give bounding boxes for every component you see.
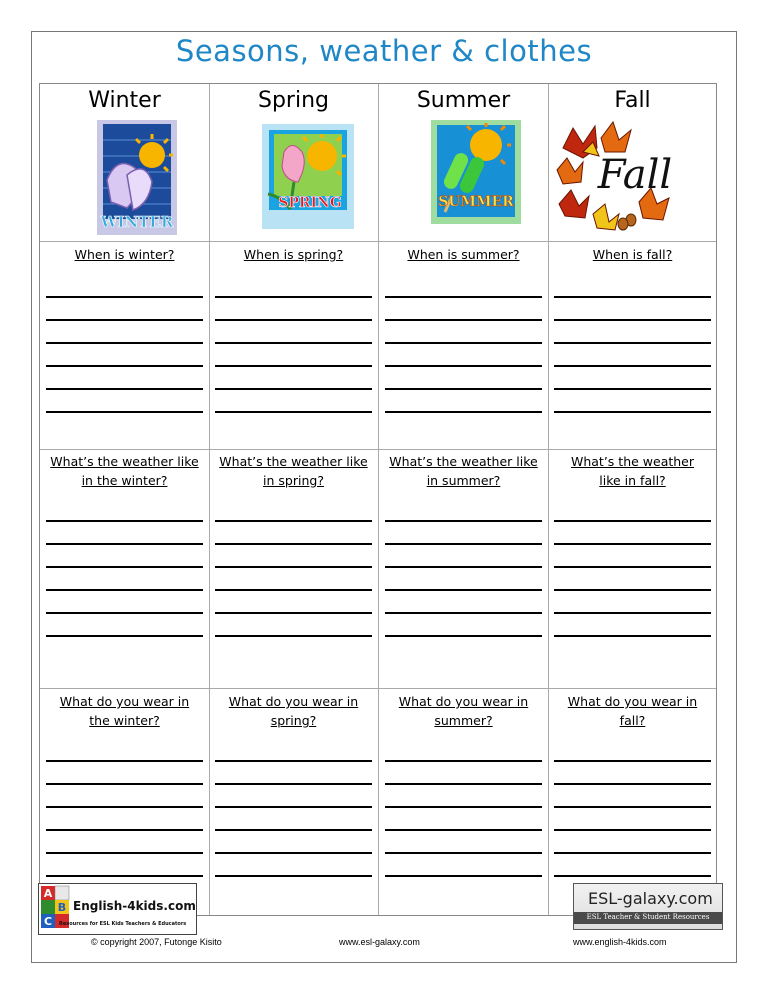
winter-picture	[97, 120, 177, 235]
answer-line[interactable]	[385, 566, 542, 568]
question-line: What do you wear in	[398, 694, 529, 709]
svg-text:SUMMER: SUMMER	[438, 194, 514, 210]
answer-line[interactable]	[215, 875, 372, 877]
question-line: in summer?	[426, 473, 501, 488]
logo-left-tagline: Resources for ESL Kids Teachers & Educators	[59, 921, 187, 927]
answer-line[interactable]	[554, 319, 711, 321]
answer-line[interactable]	[385, 388, 542, 390]
summer-picture	[431, 120, 521, 224]
answer-line[interactable]	[46, 543, 203, 545]
seasons-table	[39, 83, 717, 916]
answer-line[interactable]	[215, 566, 372, 568]
answer-line[interactable]	[46, 806, 203, 808]
answer-line[interactable]	[385, 411, 542, 413]
answer-line[interactable]	[215, 760, 372, 762]
answer-line[interactable]	[46, 852, 203, 854]
answer-line[interactable]	[554, 635, 711, 637]
esl-galaxy-logo[interactable]	[573, 883, 723, 930]
answer-line[interactable]	[385, 806, 542, 808]
answer-line[interactable]	[46, 520, 203, 522]
answer-line[interactable]	[46, 365, 203, 367]
answer-line[interactable]	[46, 612, 203, 614]
question-weather-summer	[379, 452, 548, 490]
answer-line[interactable]	[215, 342, 372, 344]
answer-line[interactable]	[46, 760, 203, 762]
spring-picture	[262, 124, 354, 229]
svg-text:SPRING: SPRING	[278, 195, 342, 211]
answer-line[interactable]	[215, 388, 372, 390]
question-line: What’s the weather like	[50, 454, 199, 469]
season-heading-winter: Winter	[88, 88, 161, 113]
question-line: What’s the weather	[570, 454, 695, 469]
fall-picture	[553, 118, 673, 234]
question-line: What’s the weather like	[389, 454, 538, 469]
svg-text:WINTER: WINTER	[100, 213, 174, 231]
answer-line[interactable]	[554, 589, 711, 591]
question-wear-winter	[40, 692, 209, 730]
answer-line[interactable]	[215, 829, 372, 831]
answer-line[interactable]	[385, 760, 542, 762]
answer-line[interactable]	[554, 566, 711, 568]
answer-line[interactable]	[554, 388, 711, 390]
answer-line[interactable]	[385, 875, 542, 877]
season-heading-summer: Summer	[416, 88, 511, 113]
answer-line[interactable]	[46, 342, 203, 344]
answer-line[interactable]	[385, 852, 542, 854]
question-line: What do you wear in	[567, 694, 698, 709]
answer-line[interactable]	[385, 342, 542, 344]
answer-line[interactable]	[215, 319, 372, 321]
question-weather-fall	[548, 452, 717, 490]
answer-line[interactable]	[554, 783, 711, 785]
answer-line[interactable]	[385, 612, 542, 614]
footer-link-english-4kids[interactable]: www.english-4kids.com	[573, 937, 667, 947]
answer-line[interactable]	[385, 365, 542, 367]
question-line: spring?	[270, 713, 317, 728]
logo-left-name: English-4kids.com	[73, 899, 196, 913]
answer-line[interactable]	[215, 411, 372, 413]
answer-line[interactable]	[385, 829, 542, 831]
answer-line[interactable]	[385, 635, 542, 637]
row-divider	[40, 241, 716, 242]
question-line: the winter?	[89, 713, 160, 728]
answer-line[interactable]	[554, 875, 711, 877]
svg-text:C: C	[43, 915, 53, 928]
answer-line[interactable]	[46, 875, 203, 877]
answer-line[interactable]	[46, 635, 203, 637]
logo-right-name: ESL-galaxy.com	[588, 889, 713, 908]
footer-link-esl-galaxy[interactable]: www.esl-galaxy.com	[339, 937, 420, 947]
answer-line[interactable]	[215, 296, 372, 298]
worksheet-title: Seasons, weather & clothes	[175, 34, 593, 68]
answer-line[interactable]	[385, 520, 542, 522]
answer-line[interactable]	[215, 806, 372, 808]
question-when-fall: When is fall?	[592, 247, 673, 262]
answer-line[interactable]	[215, 783, 372, 785]
question-weather-spring	[209, 452, 378, 490]
question-line: What do you wear in	[59, 694, 190, 709]
answer-line[interactable]	[554, 411, 711, 413]
question-when-spring: When is spring?	[243, 247, 344, 262]
answer-line[interactable]	[385, 543, 542, 545]
question-line: in the winter?	[81, 473, 168, 488]
answer-line[interactable]	[215, 589, 372, 591]
answer-line[interactable]	[554, 520, 711, 522]
answer-line[interactable]	[46, 589, 203, 591]
question-line: fall?	[619, 713, 646, 728]
answer-line[interactable]	[554, 829, 711, 831]
logo-right-tagline: ESL Teacher & Student Resources	[586, 913, 710, 921]
footer-copyright: © copyright 2007, Futonge Kisito	[91, 937, 222, 947]
svg-text:B: B	[57, 901, 67, 914]
answer-line[interactable]	[46, 388, 203, 390]
answer-line[interactable]	[46, 411, 203, 413]
svg-text:A: A	[43, 887, 53, 900]
answer-line[interactable]	[215, 852, 372, 854]
question-wear-summer	[379, 692, 548, 730]
answer-line[interactable]	[46, 783, 203, 785]
answer-line[interactable]	[554, 543, 711, 545]
answer-line[interactable]	[46, 319, 203, 321]
answer-line[interactable]	[215, 612, 372, 614]
season-heading-fall: Fall	[614, 88, 651, 113]
svg-text:Fall: Fall	[597, 152, 673, 198]
answer-line[interactable]	[215, 635, 372, 637]
answer-line[interactable]	[554, 852, 711, 854]
answer-line[interactable]	[554, 760, 711, 762]
question-weather-winter	[40, 452, 209, 490]
answer-line[interactable]	[385, 319, 542, 321]
question-when-winter: When is winter?	[74, 247, 175, 262]
question-line: What’s the weather like	[219, 454, 368, 469]
answer-line[interactable]	[215, 520, 372, 522]
answer-line[interactable]	[554, 612, 711, 614]
answer-line[interactable]	[554, 806, 711, 808]
question-line: like in fall?	[599, 473, 666, 488]
question-line: summer?	[434, 713, 493, 728]
answer-line[interactable]	[554, 296, 711, 298]
answer-line[interactable]	[554, 342, 711, 344]
answer-line[interactable]	[46, 829, 203, 831]
answer-line[interactable]	[385, 589, 542, 591]
column-divider	[209, 84, 210, 915]
answer-line[interactable]	[385, 296, 542, 298]
answer-line[interactable]	[46, 296, 203, 298]
column-divider	[378, 84, 379, 915]
answer-line[interactable]	[46, 566, 203, 568]
english-4kids-logo[interactable]	[38, 883, 197, 935]
question-wear-spring	[209, 692, 378, 730]
answer-line[interactable]	[215, 543, 372, 545]
question-when-summer: When is summer?	[407, 247, 520, 262]
answer-line[interactable]	[215, 365, 372, 367]
answer-line[interactable]	[385, 783, 542, 785]
question-wear-fall	[548, 692, 717, 730]
answer-line[interactable]	[554, 365, 711, 367]
column-divider	[548, 84, 549, 915]
row-divider	[40, 688, 716, 689]
question-line: in spring?	[263, 473, 324, 488]
season-heading-spring: Spring	[258, 88, 329, 113]
question-line: What do you wear in	[228, 694, 359, 709]
row-divider	[40, 449, 716, 450]
